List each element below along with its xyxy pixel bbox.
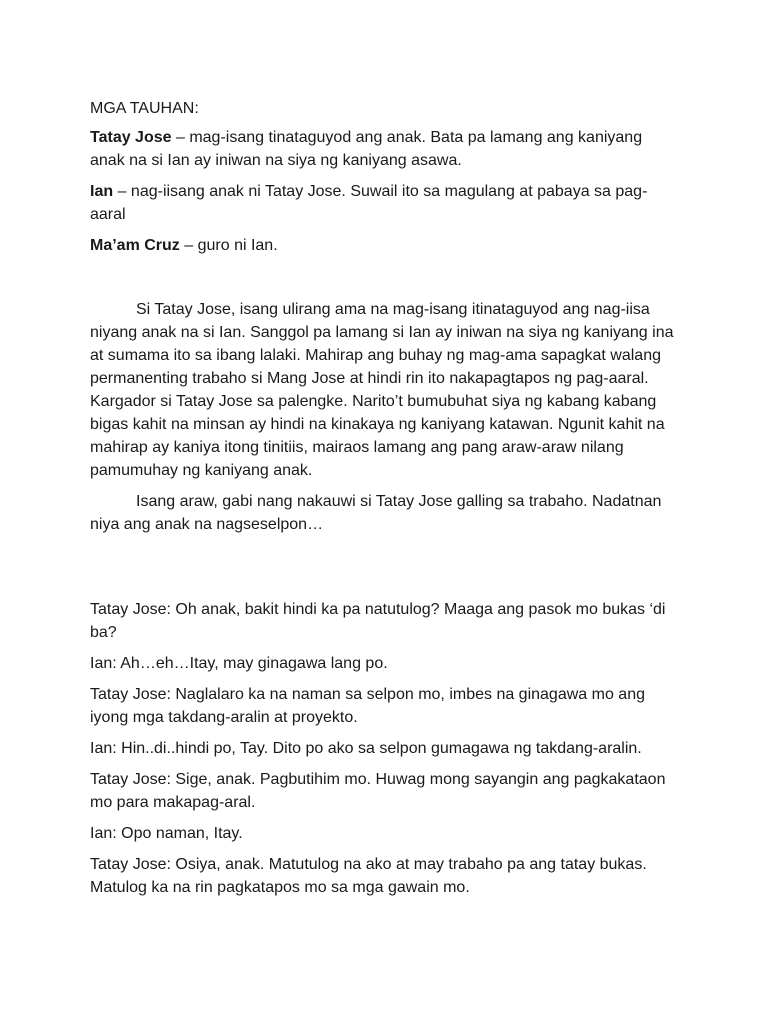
dialogue-line: Ian: Opo naman, Itay. (90, 825, 243, 842)
character-name: Ma’am Cruz (90, 237, 180, 254)
character-separator: – (179, 237, 198, 254)
dialogue-line: Tatay Jose: Sige, anak. Pagbutihim mo. Huwag mong sayangin ang pagkakataon mo para makapag-aral. (90, 771, 666, 811)
narrative-section (90, 298, 680, 544)
dialogue-line: Ian: Hin..di..hindi po, Tay. Dito po ako sa selpon gumagawa ng takdang-aralin. (90, 740, 642, 757)
dialogue-section (90, 598, 680, 907)
character-list (90, 126, 680, 265)
dialogue-line: Tatay Jose: Osiya, anak. Matutulog na ako at may trabaho pa ang tatay bukas. Matulog ka na rin pagkatapos mo sa mga gawain mo. (90, 856, 647, 896)
character-description: nag-iisang anak ni Tatay Jose. Suwail ito sa magulang at pabaya sa pag-aaral (90, 183, 648, 223)
character-entry-ian (90, 180, 680, 226)
dialogue-line: Tatay Jose: Oh anak, bakit hindi ka pa natutulog? Maaga ang pasok mo bukas ‘di ba? (90, 601, 666, 641)
character-description: mag-isang tinataguyod ang anak. Bata pa lamang ang kaniyang anak na si Ian ay iniwan na siya ng kaniyang asawa. (90, 129, 643, 169)
document-page (90, 0, 680, 1024)
character-separator: – (171, 129, 190, 146)
dialogue-line: Tatay Jose: Naglalaro ka na naman sa selpon mo, imbes na ginagawa mo ang iyong mga takdang-aralin at proyekto. (90, 686, 645, 726)
narrative-paragraph: Isang araw, gabi nang nakauwi si Tatay Jose galling sa trabaho. Nadatnan niya ang anak na nagseselpon… (90, 493, 662, 533)
characters-heading: MGA TAUHAN: (90, 100, 199, 117)
narrative-paragraph: Si Tatay Jose, isang ulirang ama na mag-isang itinataguyod ang nag-iisa niyang anak na si Ian. Sanggol pa lamang si Ian ay iniwan na siya ng kaniyang ina at sumama ito sa ibang lalaki. Mahirap ang buhay ng mag-ama sapagkat walang permanenting trabaho si Mang Jose at hindi rin ito nakapagtapos ng pag-aaral. Kargador si Tatay Jose sa palengke. Narito’t bumubuhat siya ng kabang kabang bigas kahit na minsan ay hindi na kinakaya ng kaniyang katawan. Ngunit kahit na mahirap ay kaniya itong tinitiis, mairaos lamang ang pang araw-araw nilang pamumuhay ng kaniyang anak. (90, 301, 674, 479)
character-entry-maam-cruz (90, 234, 680, 257)
character-name: Ian (90, 183, 114, 200)
character-entry-tatay-jose (90, 126, 680, 172)
character-description: guro ni Ian. (197, 237, 278, 254)
character-separator: – (113, 183, 131, 200)
dialogue-line: Ian: Ah…eh…Itay, may ginagawa lang po. (90, 655, 388, 672)
character-name: Tatay Jose (90, 129, 172, 146)
